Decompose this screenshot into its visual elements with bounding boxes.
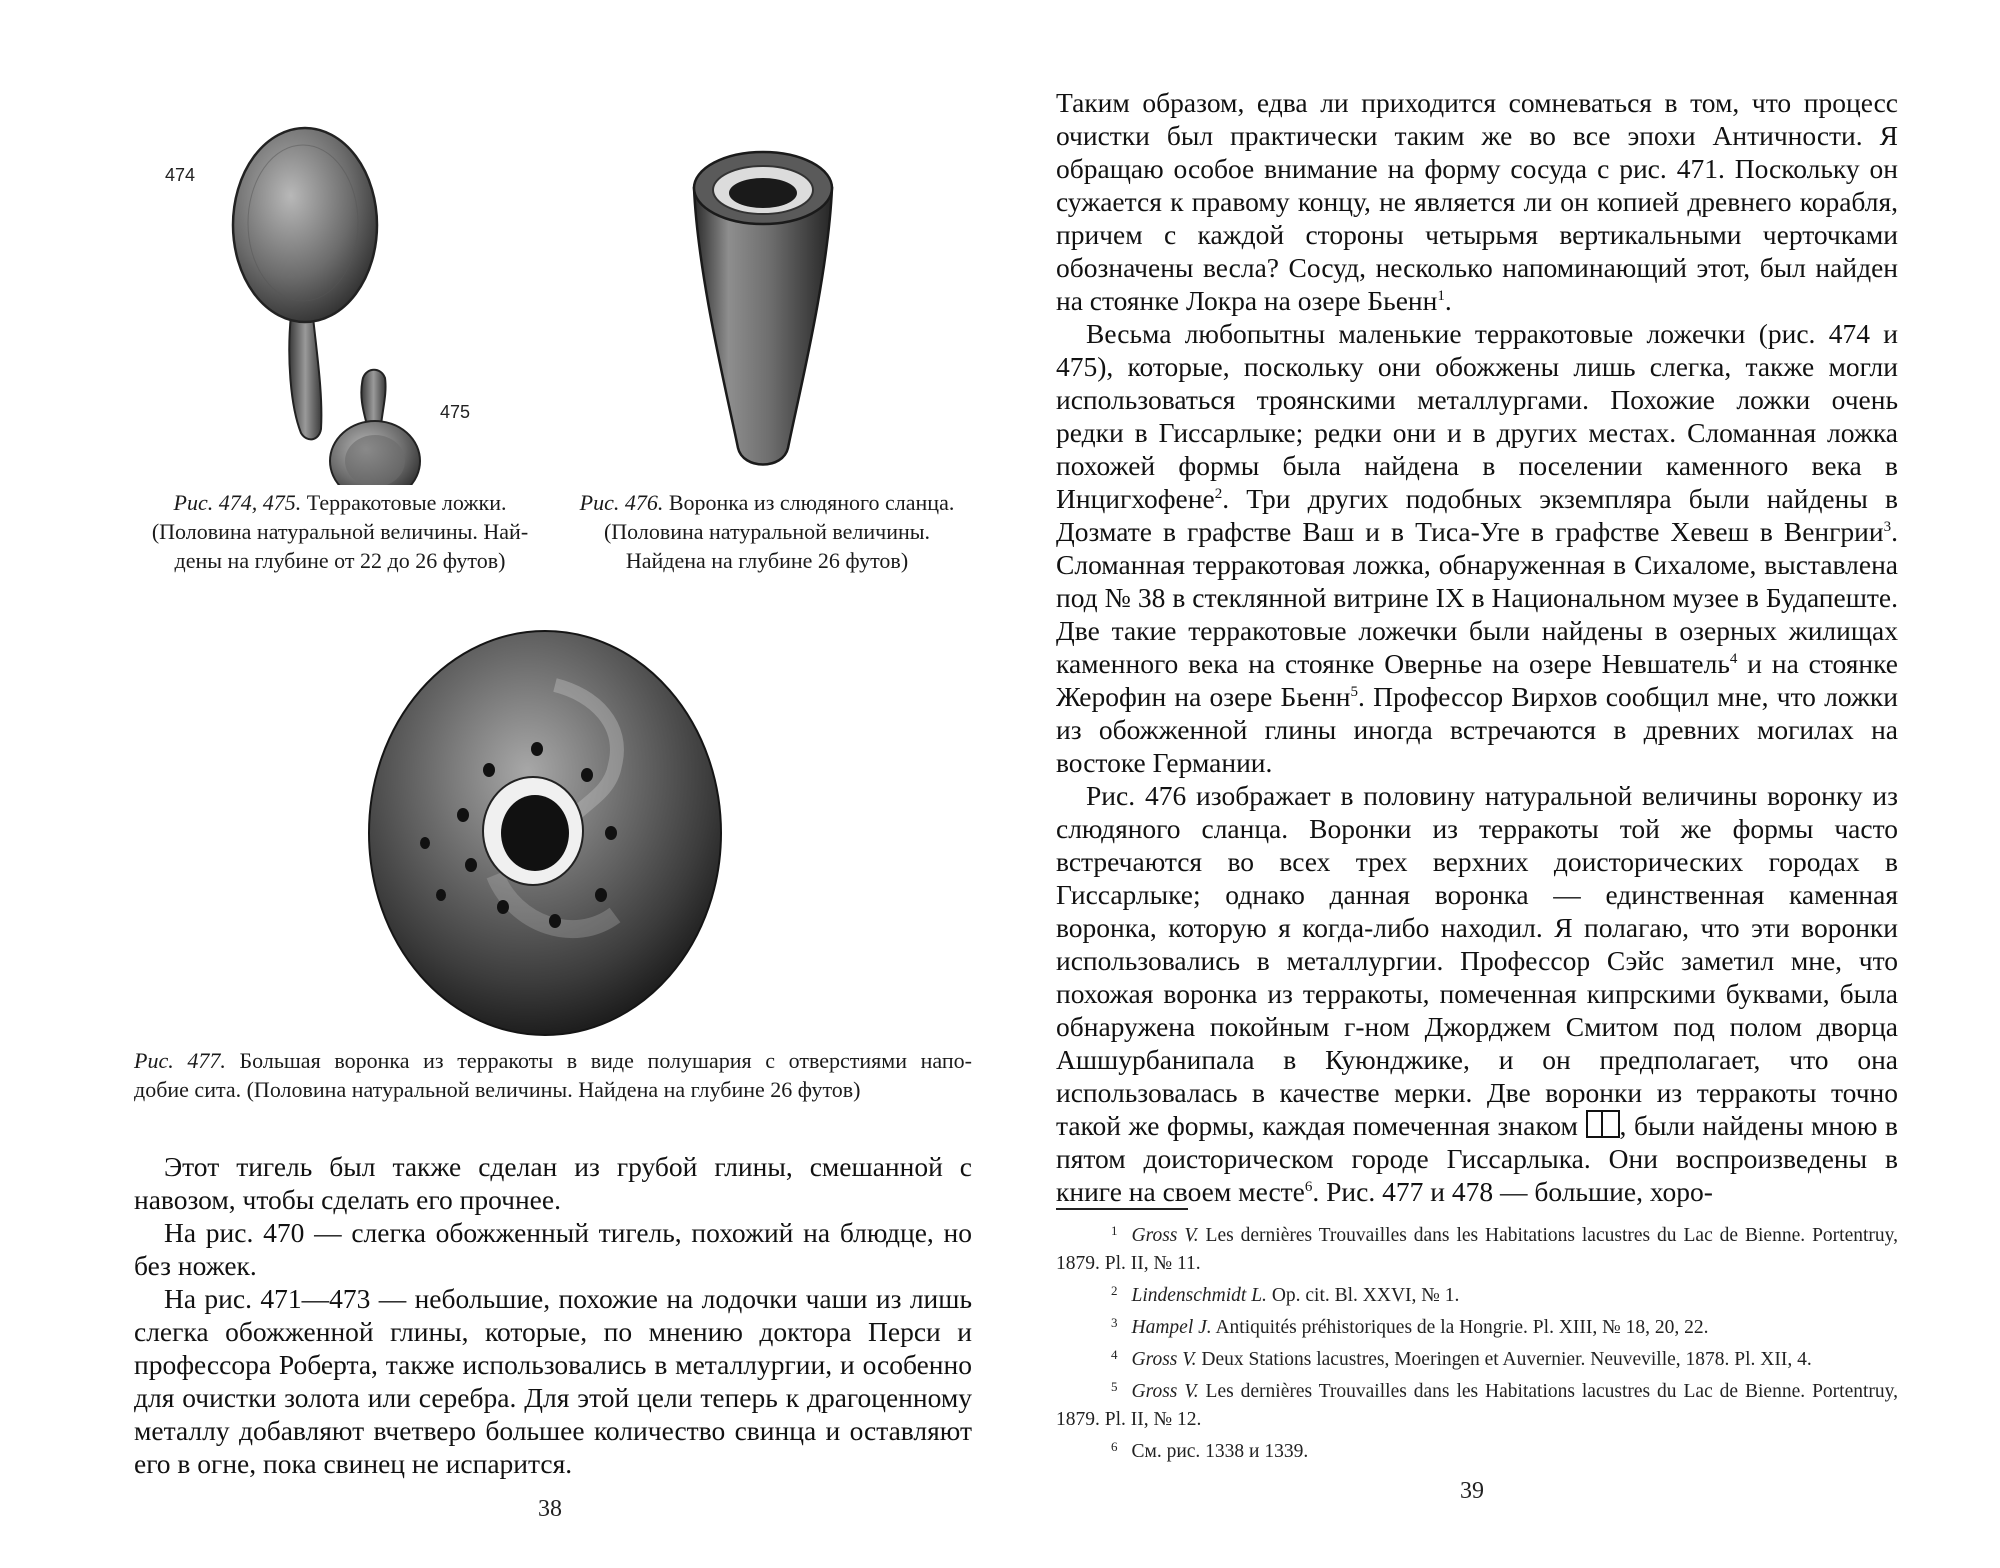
caption-474-ref: Рис. 474, 475. <box>173 490 302 515</box>
footnote-3 <box>1056 1314 1898 1342</box>
paragraph: На рис. 471—473 — небольшие, похожие на лодочки чаши из лишь слегка обожженной глины, которые, по мнению доктора Перси и профессора Роберта, также использовались в металлургии, и особенно для очистки золота или серебра. Для этой цели теперь к драгоценному металлу добавляют вчетверо большее количество свинца и оставляют его в огне, пока свинец не испарится. <box>134 1283 972 1479</box>
footnote-author: Gross V. <box>1131 1381 1199 1402</box>
caption-476-line1: Воронка из слюдяного сланца. <box>663 490 955 515</box>
figure-label-475: 475 <box>440 402 471 422</box>
footnote-5 <box>1056 1378 1898 1434</box>
page-number-left: 38 <box>538 1496 562 1522</box>
text-run: . Сломанная терракотовая ложка, обнаруженная в Сихаломе, выставлена под № 38 в стеклянной витрине IX в Национальном музее в Будапеште. Две такие терракотовые ложечки были найдены в озерных жилищах каменного века на стоянке Овернье на озере Невшатель <box>1056 516 1898 679</box>
figure-label-474: 474 <box>165 165 196 185</box>
right-body-text <box>1056 86 1898 1208</box>
text-run: Рис. 476 изображает в половину натуральной величины воронку из слюдяного сланца. Воронки из терракоты той же формы часто встречаются во всех трех верхних доисторических городах в Гиссарлыке; однако данная воронка — единственная каменная воронка, которую я когда-либо находил. Я полагаю, что эти воронки использовались в металлургии. Профессор Сэйс заметил мне, что похожая воронка из терракоты, помеченная кипрскими буквами, была обнаружена покойным г-ном Джорджем Смитом под полом дворца Ашшурбанипала в Куюнджике, и он предполагает, что она использовалась в качестве мерки. Две воронки из терракоты точно такой же формы, каждая помеченная знаком <box>1056 780 1898 1141</box>
caption-477 <box>134 1046 972 1104</box>
footnotes <box>1056 1222 1898 1470</box>
footnote-author: Lindenschmidt L. <box>1131 1285 1267 1306</box>
footnote-ref-2[interactable]: 2 <box>1214 486 1223 502</box>
footnote-divider <box>1056 1208 1188 1210</box>
caption-474-line3: дены на глубине от 22 до 26 футов) <box>174 548 506 573</box>
text-run: . Рис. 477 и 478 — большие, хоро- <box>1312 1176 1713 1207</box>
paragraph: Этот тигель был также сделан из грубой глины, смешанной с навозом, чтобы сделать его прочнее. <box>134 1151 972 1215</box>
footnote-ref-6[interactable]: 6 <box>1304 1179 1313 1195</box>
footnote-text: Deux Stations lacustres, Moeringen et Auvernier. Neuveville, 1878. Pl. XII, 4. <box>1196 1349 1812 1370</box>
footnote-2 <box>1056 1282 1898 1310</box>
caption-476-line3: Найдена на глубине 26 футов) <box>625 548 909 573</box>
caption-477-ref: Рис. 477. <box>134 1048 226 1073</box>
footnote-number: 1 <box>1111 1223 1118 1238</box>
footnote-text: Antiquités préhistoriques de la Hongrie. Pl. XIII, № 18, 20, 22. <box>1211 1317 1709 1338</box>
footnote-author: Hampel J. <box>1131 1317 1212 1338</box>
footnote-4 <box>1056 1346 1898 1374</box>
figure-476-funnel <box>688 148 838 478</box>
footnote-ref-3[interactable]: 3 <box>1883 519 1892 535</box>
caption-477-line2: добие сита. (Половина натуральной величины. Найдена на глубине 26 футов) <box>134 1077 861 1102</box>
text-run: , были найдены мною в пятом доисторическом городе Гиссарлыка. Они воспроизведены в книге на своем месте <box>1056 1110 1898 1207</box>
caption-474-line2: (Половина натуральной величины. Най- <box>151 519 529 544</box>
caption-474-475 <box>134 488 546 575</box>
text-run: . Три других подобных экземпляра были найдены в Дозмате в графстве Ваш и в Тиса-Уге в графстве Хевеш в Венгрии <box>1056 483 1898 547</box>
footnote-ref-4[interactable]: 4 <box>1729 651 1738 667</box>
caption-476-line2: (Половина натуральной величины. <box>603 519 931 544</box>
footnote-text: Les dernières Trouvailles dans les Habitations lacustres du Lac de Bienne. Portentruy, 1879. Pl. II, № 11. <box>1056 1225 1898 1274</box>
figure-477-sieve-funnel <box>365 625 725 1040</box>
caption-477-line1: Большая воронка из терракоты в виде полушария с отверстиями напо- <box>225 1048 972 1073</box>
caption-476-ref: Рис. 476. <box>579 490 664 515</box>
right-page <box>1000 0 2000 1568</box>
footnote-number: 6 <box>1111 1439 1118 1454</box>
text-run: Весьма любопытны маленькие терракотовые ложечки (рис. 474 и 475), которые, поскольку они обожжены лишь слегка, также могли использоваться троянскими металлургами. Похожие ложки очень редки в Гиссарлыке; редки они и в других местах. Сломанная ложка похожей формы была найдена в поселении каменного века в Инцигхофене <box>1056 318 1898 514</box>
caption-476 <box>562 488 972 575</box>
footnote-ref-5[interactable]: 5 <box>1350 684 1359 700</box>
footnote-text: Les dernières Trouvailles dans les Habitations lacustres du Lac de Bienne. Portentruy, 1879. Pl. II, № 12. <box>1056 1381 1898 1430</box>
text-run: . Профессор Вирхов сообщил мне, что ложки из обожженной глины иногда встречаются в древних могилах на востоке Германии. <box>1056 681 1899 778</box>
caption-474-line1: Терракотовые ложки. <box>301 490 507 515</box>
footnote-author: Gross V. <box>1131 1349 1197 1370</box>
page-number-right: 39 <box>1460 1478 1484 1504</box>
paragraph <box>1056 86 1898 317</box>
footnote-author: Gross V. <box>1131 1225 1199 1246</box>
figure-474-475-spoons <box>165 95 495 485</box>
text-run: . <box>1444 285 1452 316</box>
text-run: Таким образом, едва ли приходится сомневаться в том, что процесс очистки был практически таким же во все эпохи Античности. Я обращаю особое внимание на форму сосуда с рис. 471. Поскольку он сужается к правому концу, не является ли он копией древнего корабля, причем с каждой стороны четырьмя вертикальными черточками обозначены весла? Сосуд, несколько напоминающий этот, был найден на стоянке Локра на озере Бьенн <box>1056 87 1898 316</box>
footnote-number: 5 <box>1111 1379 1118 1394</box>
paragraph <box>1056 779 1898 1208</box>
footnote-number: 2 <box>1111 1283 1118 1298</box>
footnote-6 <box>1056 1438 1898 1466</box>
footnote-text: Op. cit. Bl. XXVI, № 1. <box>1266 1285 1460 1306</box>
mark-sign-icon <box>1586 1110 1620 1138</box>
footnote-text: См. рис. 1338 и 1339. <box>1131 1441 1309 1462</box>
text-run: и на стоянке Жерофин на озере Бьенн <box>1056 648 1898 712</box>
paragraph <box>1056 317 1898 779</box>
footnote-number: 3 <box>1111 1315 1118 1330</box>
footnote-ref-1[interactable]: 1 <box>1437 288 1445 304</box>
left-body-text <box>134 1150 972 1480</box>
paragraph: На рис. 470 — слегка обожженный тигель, похожий на блюдце, но без ножек. <box>134 1217 972 1281</box>
footnote-1 <box>1056 1222 1898 1278</box>
footnote-number: 4 <box>1111 1347 1118 1362</box>
